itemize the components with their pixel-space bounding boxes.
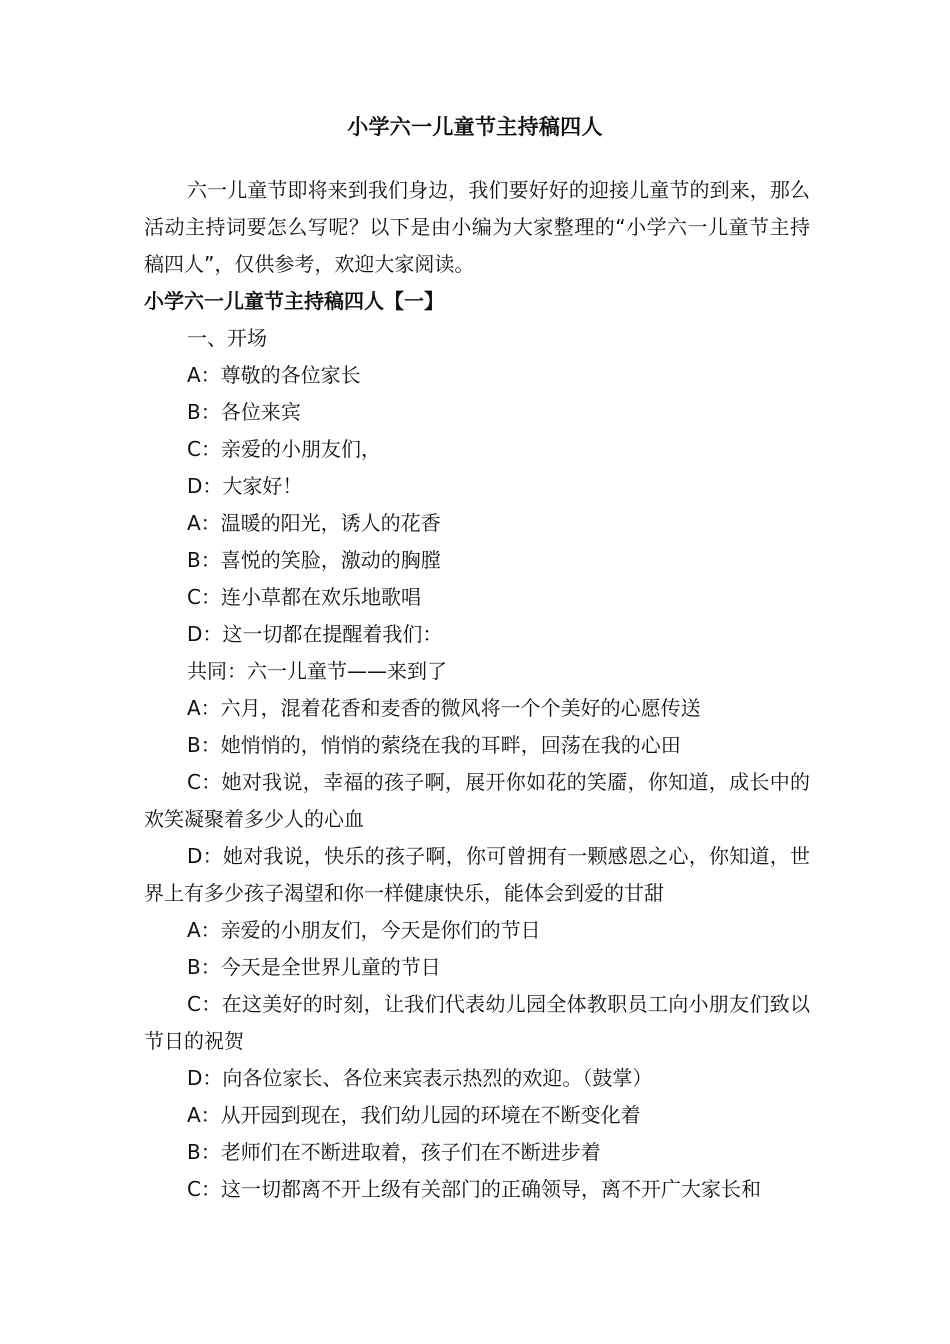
intro-paragraph: 六一儿童节即将来到我们身边，我们要好好的迎接儿童节的到来，那么活动主持词要怎么写呢？以下是由小编为大家整理的“小学六一儿童节主持稿四人”，仅供参考，欢迎大家阅读。 <box>144 178 810 276</box>
script-line: 共同：六一儿童节——来到了 <box>187 659 447 683</box>
script-line: A：温暖的阳光，诱人的花香 <box>187 511 441 535</box>
script-line: D：向各位家长、各位来宾表示热烈的欢迎。（鼓掌） <box>187 1066 653 1090</box>
script-line: 一、开场 <box>187 326 267 350</box>
script-line: A：尊敬的各位家长 <box>187 363 361 387</box>
script-line: B：她悄悄的，悄悄的萦绕在我的耳畔，回荡在我的心田 <box>187 733 681 757</box>
script-line: A：亲爱的小朋友们，今天是你们的节日 <box>187 918 541 942</box>
script-line: D：她对我说，快乐的孩子啊，你可曾拥有一颗感恩之心，你知道，世界上有多少孩子渴望和你一样健康快乐，能体会到爱的甘甜 <box>144 844 810 905</box>
script-line: C：她对我说，幸福的孩子啊，展开你如花的笑靥，你知道，成长中的欢笑凝聚着多少人的心血 <box>144 770 810 831</box>
section-heading: 小学六一儿童节主持稿四人【一】 <box>144 289 444 313</box>
script-line: D：大家好！ <box>187 474 303 498</box>
script-line: B：喜悦的笑脸，激动的胸膛 <box>187 548 441 572</box>
script-line: C：在这美好的时刻，让我们代表幼儿园全体教职员工向小朋友们致以节日的祝贺 <box>144 992 810 1053</box>
script-line: A：从开园到现在，我们幼儿园的环境在不断变化着 <box>187 1103 641 1127</box>
document-title: 小学六一儿童节主持稿四人 <box>347 115 603 139</box>
script-line: C：亲爱的小朋友们， <box>187 437 381 461</box>
script-line: B：今天是全世界儿童的节日 <box>187 955 441 979</box>
script-line: A：六月，混着花香和麦香的微风将一个个美好的心愿传送 <box>187 696 701 720</box>
script-line: D：这一切都在提醒着我们： <box>187 622 443 646</box>
script-line: C：这一切都离不开上级有关部门的正确领导，离不开广大家长和 <box>187 1177 761 1201</box>
script-line: B：各位来宾 <box>187 400 301 424</box>
script-line: C：连小草都在欢乐地歌唱 <box>187 585 421 609</box>
document-body <box>144 172 810 1208</box>
script-line: B：老师们在不断进取着，孩子们在不断进步着 <box>187 1140 601 1164</box>
